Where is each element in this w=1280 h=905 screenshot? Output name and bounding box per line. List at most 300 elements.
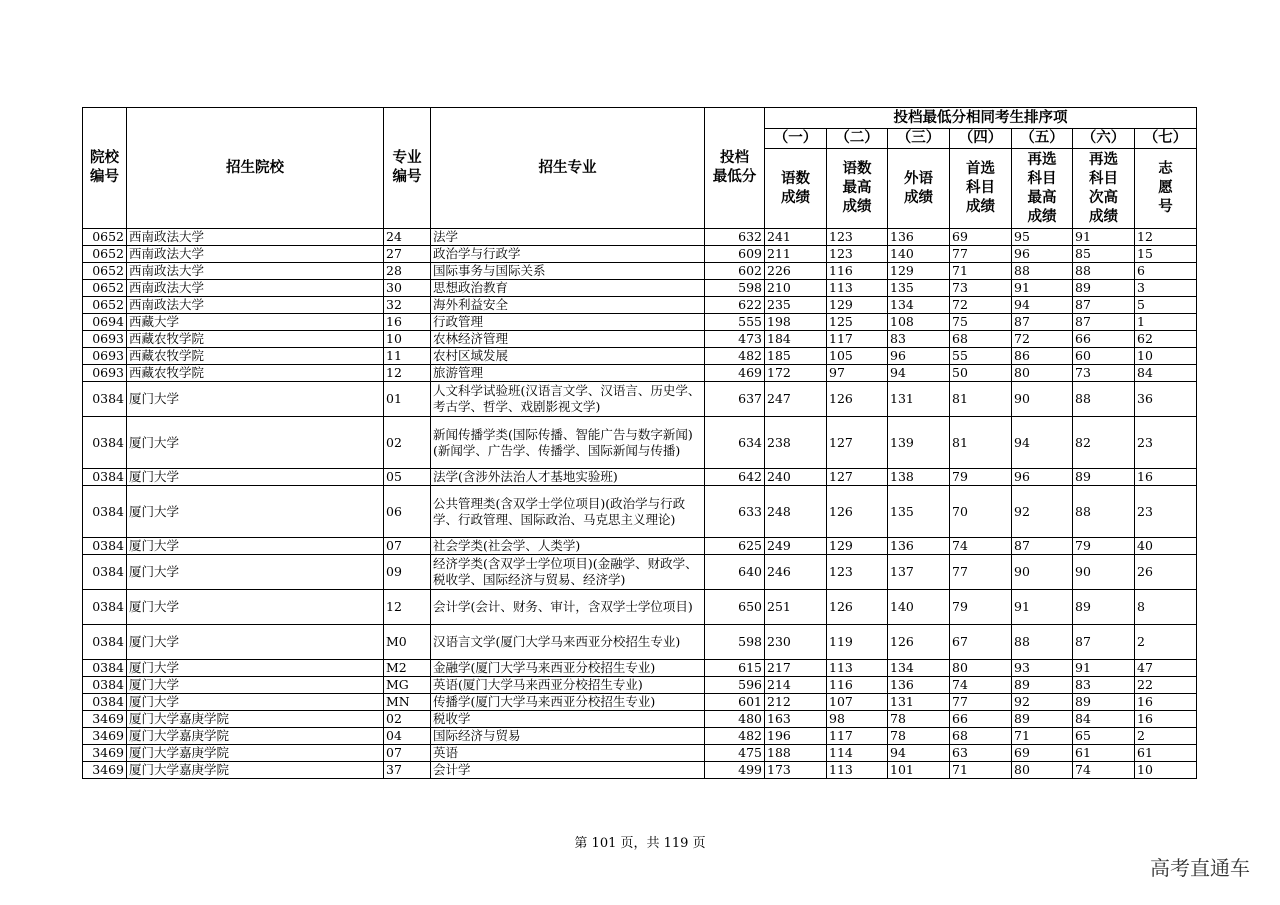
cell-foreign-language: 140 [888, 246, 950, 263]
cell-major-code: 05 [384, 469, 431, 486]
table-row [83, 660, 1197, 677]
cell-chinese-math-max: 129 [827, 297, 888, 314]
cell-elective-max: 71 [1012, 728, 1073, 745]
cell-elective-max: 94 [1012, 417, 1073, 469]
cell-school-code: 0694 [83, 314, 127, 331]
cell-elective-second: 60 [1073, 348, 1135, 365]
cell-preference-no: 2 [1135, 625, 1197, 660]
table-row [83, 728, 1197, 745]
cell-chinese-math: 211 [765, 246, 827, 263]
cell-min-score: 640 [705, 555, 765, 590]
cell-primary-subject: 71 [950, 762, 1012, 779]
cell-major-name: 英语 [431, 745, 705, 762]
table-row [83, 625, 1197, 660]
cell-major-code: 02 [384, 417, 431, 469]
cell-primary-subject: 71 [950, 263, 1012, 280]
cell-chinese-math-max: 127 [827, 469, 888, 486]
cell-preference-no: 23 [1135, 417, 1197, 469]
header-min-score: 投档 最低分 [705, 108, 765, 229]
cell-school-name: 厦门大学 [127, 694, 384, 711]
table-row [83, 229, 1197, 246]
cell-primary-subject: 55 [950, 348, 1012, 365]
cell-foreign-language: 137 [888, 555, 950, 590]
cell-preference-no: 2 [1135, 728, 1197, 745]
cell-school-code: 0652 [83, 229, 127, 246]
cell-major-code: MG [384, 677, 431, 694]
cell-min-score: 601 [705, 694, 765, 711]
cell-major-name: 新闻传播学类(国际传播、智能广告与数字新闻)(新闻学、广告学、传播学、国际新闻与传播) [431, 417, 705, 469]
cell-school-name: 厦门大学 [127, 555, 384, 590]
cell-elective-max: 88 [1012, 263, 1073, 280]
cell-chinese-math-max: 126 [827, 590, 888, 625]
cell-chinese-math-max: 98 [827, 711, 888, 728]
cell-elective-second: 66 [1073, 331, 1135, 348]
cell-elective-max: 88 [1012, 625, 1073, 660]
cell-elective-second: 89 [1073, 694, 1135, 711]
cell-primary-subject: 77 [950, 246, 1012, 263]
cell-elective-second: 61 [1073, 745, 1135, 762]
cell-min-score: 634 [705, 417, 765, 469]
table-row [83, 694, 1197, 711]
cell-major-name: 人文科学试验班(汉语言文学、汉语言、历史学、考古学、哲学、戏剧影视文学) [431, 382, 705, 417]
cell-chinese-math: 196 [765, 728, 827, 745]
cell-chinese-math-max: 107 [827, 694, 888, 711]
table-row [83, 469, 1197, 486]
cell-major-name: 农村区域发展 [431, 348, 705, 365]
cell-school-name: 西南政法大学 [127, 297, 384, 314]
cell-primary-subject: 67 [950, 625, 1012, 660]
cell-foreign-language: 83 [888, 331, 950, 348]
table-row [83, 280, 1197, 297]
cell-school-name: 厦门大学嘉庚学院 [127, 711, 384, 728]
cell-school-code: 3469 [83, 711, 127, 728]
cell-chinese-math-max: 116 [827, 263, 888, 280]
cell-major-name: 汉语言文学(厦门大学马来西亚分校招生专业) [431, 625, 705, 660]
cell-major-name: 政治学与行政学 [431, 246, 705, 263]
cell-min-score: 596 [705, 677, 765, 694]
cell-major-code: 07 [384, 538, 431, 555]
cell-primary-subject: 81 [950, 382, 1012, 417]
cell-elective-second: 83 [1073, 677, 1135, 694]
cell-preference-no: 22 [1135, 677, 1197, 694]
cell-school-name: 厦门大学 [127, 625, 384, 660]
cell-elective-max: 72 [1012, 331, 1073, 348]
cell-major-code: 06 [384, 486, 431, 538]
cell-min-score: 609 [705, 246, 765, 263]
header-item-chinese-math-max: 语数 最高 成绩 [827, 149, 888, 229]
cell-elective-max: 87 [1012, 538, 1073, 555]
cell-major-code: 01 [384, 382, 431, 417]
cell-chinese-math: 249 [765, 538, 827, 555]
header-major-code: 专业 编号 [384, 108, 431, 229]
page-footer: 第 101 页，共 119 页 [574, 836, 706, 851]
cell-school-name: 厦门大学嘉庚学院 [127, 728, 384, 745]
cell-school-code: 0652 [83, 297, 127, 314]
cell-major-name: 会计学 [431, 762, 705, 779]
cell-preference-no: 47 [1135, 660, 1197, 677]
watermark: 高考直通车 [1150, 856, 1250, 880]
header-order-3: （三） [888, 129, 950, 149]
cell-school-name: 厦门大学 [127, 469, 384, 486]
cell-school-name: 厦门大学 [127, 660, 384, 677]
cell-min-score: 482 [705, 348, 765, 365]
header-tiebreak-group: 投档最低分相同考生排序项 [765, 108, 1197, 129]
cell-school-name: 西南政法大学 [127, 263, 384, 280]
cell-chinese-math: 246 [765, 555, 827, 590]
cell-chinese-math: 248 [765, 486, 827, 538]
cell-min-score: 625 [705, 538, 765, 555]
cell-min-score: 642 [705, 469, 765, 486]
cell-chinese-math: 217 [765, 660, 827, 677]
cell-foreign-language: 108 [888, 314, 950, 331]
cell-elective-max: 92 [1012, 486, 1073, 538]
cell-major-name: 传播学(厦门大学马来西亚分校招生专业) [431, 694, 705, 711]
cell-primary-subject: 72 [950, 297, 1012, 314]
cell-major-name: 税收学 [431, 711, 705, 728]
cell-elective-max: 87 [1012, 314, 1073, 331]
cell-school-code: 0384 [83, 694, 127, 711]
cell-school-name: 厦门大学 [127, 486, 384, 538]
table-body [83, 229, 1197, 779]
cell-elective-max: 89 [1012, 677, 1073, 694]
header-order-7: （七） [1135, 129, 1197, 149]
cell-school-code: 0693 [83, 331, 127, 348]
cell-primary-subject: 50 [950, 365, 1012, 382]
cell-school-code: 0384 [83, 469, 127, 486]
cell-elective-second: 65 [1073, 728, 1135, 745]
cell-major-code: M0 [384, 625, 431, 660]
cell-primary-subject: 80 [950, 660, 1012, 677]
cell-preference-no: 61 [1135, 745, 1197, 762]
cell-primary-subject: 74 [950, 538, 1012, 555]
cell-primary-subject: 68 [950, 331, 1012, 348]
cell-school-name: 厦门大学 [127, 677, 384, 694]
cell-major-name: 海外利益安全 [431, 297, 705, 314]
header-order-4: （四） [950, 129, 1012, 149]
cell-major-name: 金融学(厦门大学马来西亚分校招生专业) [431, 660, 705, 677]
cell-elective-max: 93 [1012, 660, 1073, 677]
cell-primary-subject: 74 [950, 677, 1012, 694]
cell-major-code: MN [384, 694, 431, 711]
cell-elective-second: 89 [1073, 469, 1135, 486]
cell-elective-second: 85 [1073, 246, 1135, 263]
cell-major-code: 28 [384, 263, 431, 280]
cell-elective-max: 86 [1012, 348, 1073, 365]
header-school-code: 院校 编号 [83, 108, 127, 229]
table-row [83, 677, 1197, 694]
table-header [83, 108, 1197, 229]
cell-chinese-math-max: 116 [827, 677, 888, 694]
cell-chinese-math-max: 114 [827, 745, 888, 762]
cell-chinese-math: 230 [765, 625, 827, 660]
cell-foreign-language: 131 [888, 382, 950, 417]
cell-major-name: 国际经济与贸易 [431, 728, 705, 745]
cell-primary-subject: 75 [950, 314, 1012, 331]
cell-foreign-language: 94 [888, 745, 950, 762]
cell-foreign-language: 129 [888, 263, 950, 280]
cell-elective-second: 88 [1073, 486, 1135, 538]
cell-foreign-language: 126 [888, 625, 950, 660]
cell-chinese-math: 238 [765, 417, 827, 469]
cell-school-name: 西南政法大学 [127, 246, 384, 263]
table-row [83, 297, 1197, 314]
cell-major-name: 农林经济管理 [431, 331, 705, 348]
cell-school-name: 西藏大学 [127, 314, 384, 331]
cell-major-code: 27 [384, 246, 431, 263]
table-row [83, 555, 1197, 590]
cell-chinese-math: 188 [765, 745, 827, 762]
cell-major-name: 国际事务与国际关系 [431, 263, 705, 280]
cell-primary-subject: 70 [950, 486, 1012, 538]
cell-min-score: 499 [705, 762, 765, 779]
cell-school-code: 0384 [83, 538, 127, 555]
table-row [83, 365, 1197, 382]
cell-school-name: 厦门大学嘉庚学院 [127, 762, 384, 779]
cell-primary-subject: 79 [950, 469, 1012, 486]
cell-foreign-language: 134 [888, 297, 950, 314]
table-row [83, 314, 1197, 331]
cell-elective-max: 96 [1012, 469, 1073, 486]
cell-major-name: 会计学(会计、财务、审计，含双学士学位项目) [431, 590, 705, 625]
cell-preference-no: 62 [1135, 331, 1197, 348]
cell-elective-second: 91 [1073, 660, 1135, 677]
cell-school-name: 厦门大学嘉庚学院 [127, 745, 384, 762]
cell-foreign-language: 136 [888, 229, 950, 246]
cell-chinese-math-max: 117 [827, 728, 888, 745]
cell-elective-second: 84 [1073, 711, 1135, 728]
cell-min-score: 615 [705, 660, 765, 677]
cell-elective-second: 89 [1073, 590, 1135, 625]
cell-chinese-math-max: 125 [827, 314, 888, 331]
cell-school-name: 厦门大学 [127, 590, 384, 625]
cell-chinese-math-max: 113 [827, 762, 888, 779]
cell-elective-second: 79 [1073, 538, 1135, 555]
table-row [83, 745, 1197, 762]
table-row [83, 711, 1197, 728]
cell-chinese-math: 214 [765, 677, 827, 694]
cell-min-score: 480 [705, 711, 765, 728]
cell-min-score: 482 [705, 728, 765, 745]
cell-elective-max: 80 [1012, 762, 1073, 779]
cell-foreign-language: 78 [888, 728, 950, 745]
cell-foreign-language: 135 [888, 280, 950, 297]
cell-major-code: 16 [384, 314, 431, 331]
cell-preference-no: 16 [1135, 711, 1197, 728]
cell-major-code: 09 [384, 555, 431, 590]
header-item-foreign-language: 外语 成绩 [888, 149, 950, 229]
cell-primary-subject: 66 [950, 711, 1012, 728]
cell-chinese-math-max: 117 [827, 331, 888, 348]
cell-major-name: 社会学类(社会学、人类学) [431, 538, 705, 555]
header-order-2: （二） [827, 129, 888, 149]
cell-major-code: 37 [384, 762, 431, 779]
cell-school-code: 0384 [83, 555, 127, 590]
cell-elective-second: 89 [1073, 280, 1135, 297]
cell-elective-max: 80 [1012, 365, 1073, 382]
cell-primary-subject: 69 [950, 229, 1012, 246]
cell-primary-subject: 63 [950, 745, 1012, 762]
cell-school-name: 西藏农牧学院 [127, 348, 384, 365]
cell-chinese-math: 198 [765, 314, 827, 331]
cell-primary-subject: 79 [950, 590, 1012, 625]
table-row [83, 538, 1197, 555]
cell-major-code: M2 [384, 660, 431, 677]
cell-preference-no: 3 [1135, 280, 1197, 297]
cell-chinese-math: 210 [765, 280, 827, 297]
cell-preference-no: 8 [1135, 590, 1197, 625]
cell-chinese-math-max: 123 [827, 229, 888, 246]
cell-chinese-math-max: 113 [827, 280, 888, 297]
cell-elective-max: 91 [1012, 280, 1073, 297]
cell-major-code: 32 [384, 297, 431, 314]
header-item-elective-max: 再选 科目 最高 成绩 [1012, 149, 1073, 229]
cell-school-name: 西藏农牧学院 [127, 365, 384, 382]
table-row [83, 486, 1197, 538]
cell-min-score: 637 [705, 382, 765, 417]
cell-chinese-math-max: 97 [827, 365, 888, 382]
cell-preference-no: 12 [1135, 229, 1197, 246]
admission-table [82, 107, 1197, 779]
cell-elective-second: 82 [1073, 417, 1135, 469]
cell-major-code: 12 [384, 590, 431, 625]
cell-elective-second: 74 [1073, 762, 1135, 779]
table-row [83, 382, 1197, 417]
cell-preference-no: 10 [1135, 762, 1197, 779]
cell-preference-no: 10 [1135, 348, 1197, 365]
cell-foreign-language: 139 [888, 417, 950, 469]
cell-preference-no: 5 [1135, 297, 1197, 314]
cell-elective-max: 91 [1012, 590, 1073, 625]
cell-chinese-math-max: 126 [827, 486, 888, 538]
cell-preference-no: 23 [1135, 486, 1197, 538]
table-row [83, 246, 1197, 263]
cell-elective-max: 69 [1012, 745, 1073, 762]
cell-min-score: 632 [705, 229, 765, 246]
cell-preference-no: 1 [1135, 314, 1197, 331]
cell-school-code: 0652 [83, 263, 127, 280]
cell-elective-second: 90 [1073, 555, 1135, 590]
table-row [83, 263, 1197, 280]
cell-elective-second: 88 [1073, 263, 1135, 280]
cell-school-name: 厦门大学 [127, 538, 384, 555]
cell-major-name: 公共管理类(含双学士学位项目)(政治学与行政学、行政管理、国际政治、马克思主义理论) [431, 486, 705, 538]
cell-min-score: 633 [705, 486, 765, 538]
cell-elective-second: 87 [1073, 314, 1135, 331]
cell-major-name: 法学 [431, 229, 705, 246]
cell-foreign-language: 131 [888, 694, 950, 711]
cell-elective-second: 87 [1073, 297, 1135, 314]
cell-major-name: 法学(含涉外法治人才基地实验班) [431, 469, 705, 486]
cell-chinese-math-max: 105 [827, 348, 888, 365]
cell-min-score: 469 [705, 365, 765, 382]
cell-major-code: 12 [384, 365, 431, 382]
cell-elective-second: 73 [1073, 365, 1135, 382]
cell-chinese-math-max: 123 [827, 555, 888, 590]
header-item-chinese-math: 语数 成绩 [765, 149, 827, 229]
cell-foreign-language: 101 [888, 762, 950, 779]
cell-min-score: 622 [705, 297, 765, 314]
cell-school-code: 0693 [83, 365, 127, 382]
cell-primary-subject: 77 [950, 694, 1012, 711]
cell-min-score: 475 [705, 745, 765, 762]
cell-school-code: 0652 [83, 280, 127, 297]
cell-min-score: 602 [705, 263, 765, 280]
cell-chinese-math: 185 [765, 348, 827, 365]
cell-chinese-math-max: 123 [827, 246, 888, 263]
cell-school-code: 0652 [83, 246, 127, 263]
cell-school-code: 3469 [83, 728, 127, 745]
cell-major-code: 24 [384, 229, 431, 246]
header-order-5: （五） [1012, 129, 1073, 149]
cell-elective-max: 89 [1012, 711, 1073, 728]
cell-chinese-math: 184 [765, 331, 827, 348]
cell-chinese-math: 240 [765, 469, 827, 486]
cell-preference-no: 36 [1135, 382, 1197, 417]
cell-major-code: 04 [384, 728, 431, 745]
cell-preference-no: 15 [1135, 246, 1197, 263]
cell-elective-second: 91 [1073, 229, 1135, 246]
cell-foreign-language: 136 [888, 538, 950, 555]
cell-min-score: 598 [705, 280, 765, 297]
header-order-6: （六） [1073, 129, 1135, 149]
cell-preference-no: 16 [1135, 694, 1197, 711]
cell-preference-no: 16 [1135, 469, 1197, 486]
cell-foreign-language: 135 [888, 486, 950, 538]
cell-school-code: 0384 [83, 486, 127, 538]
cell-chinese-math: 226 [765, 263, 827, 280]
cell-chinese-math-max: 126 [827, 382, 888, 417]
cell-chinese-math: 173 [765, 762, 827, 779]
cell-major-code: 10 [384, 331, 431, 348]
cell-major-code: 11 [384, 348, 431, 365]
cell-primary-subject: 73 [950, 280, 1012, 297]
cell-major-name: 行政管理 [431, 314, 705, 331]
cell-chinese-math-max: 129 [827, 538, 888, 555]
cell-major-name: 经济学类(含双学士学位项目)(金融学、财政学、税收学、国际经济与贸易、经济学) [431, 555, 705, 590]
cell-major-name: 思想政治教育 [431, 280, 705, 297]
header-order-1: （一） [765, 129, 827, 149]
cell-chinese-math-max: 113 [827, 660, 888, 677]
cell-min-score: 650 [705, 590, 765, 625]
cell-primary-subject: 68 [950, 728, 1012, 745]
cell-chinese-math: 172 [765, 365, 827, 382]
cell-foreign-language: 140 [888, 590, 950, 625]
cell-foreign-language: 78 [888, 711, 950, 728]
cell-school-code: 0384 [83, 590, 127, 625]
cell-school-name: 厦门大学 [127, 382, 384, 417]
cell-primary-subject: 81 [950, 417, 1012, 469]
cell-major-code: 30 [384, 280, 431, 297]
cell-chinese-math: 241 [765, 229, 827, 246]
cell-chinese-math: 235 [765, 297, 827, 314]
cell-school-code: 3469 [83, 745, 127, 762]
cell-foreign-language: 94 [888, 365, 950, 382]
cell-school-code: 3469 [83, 762, 127, 779]
cell-major-code: 02 [384, 711, 431, 728]
cell-elective-max: 90 [1012, 555, 1073, 590]
cell-school-name: 西藏农牧学院 [127, 331, 384, 348]
cell-school-name: 厦门大学 [127, 417, 384, 469]
cell-min-score: 555 [705, 314, 765, 331]
cell-school-name: 西南政法大学 [127, 229, 384, 246]
cell-school-code: 0384 [83, 677, 127, 694]
table-row [83, 590, 1197, 625]
cell-preference-no: 84 [1135, 365, 1197, 382]
cell-elective-max: 92 [1012, 694, 1073, 711]
cell-elective-second: 88 [1073, 382, 1135, 417]
cell-elective-max: 95 [1012, 229, 1073, 246]
cell-school-code: 0693 [83, 348, 127, 365]
